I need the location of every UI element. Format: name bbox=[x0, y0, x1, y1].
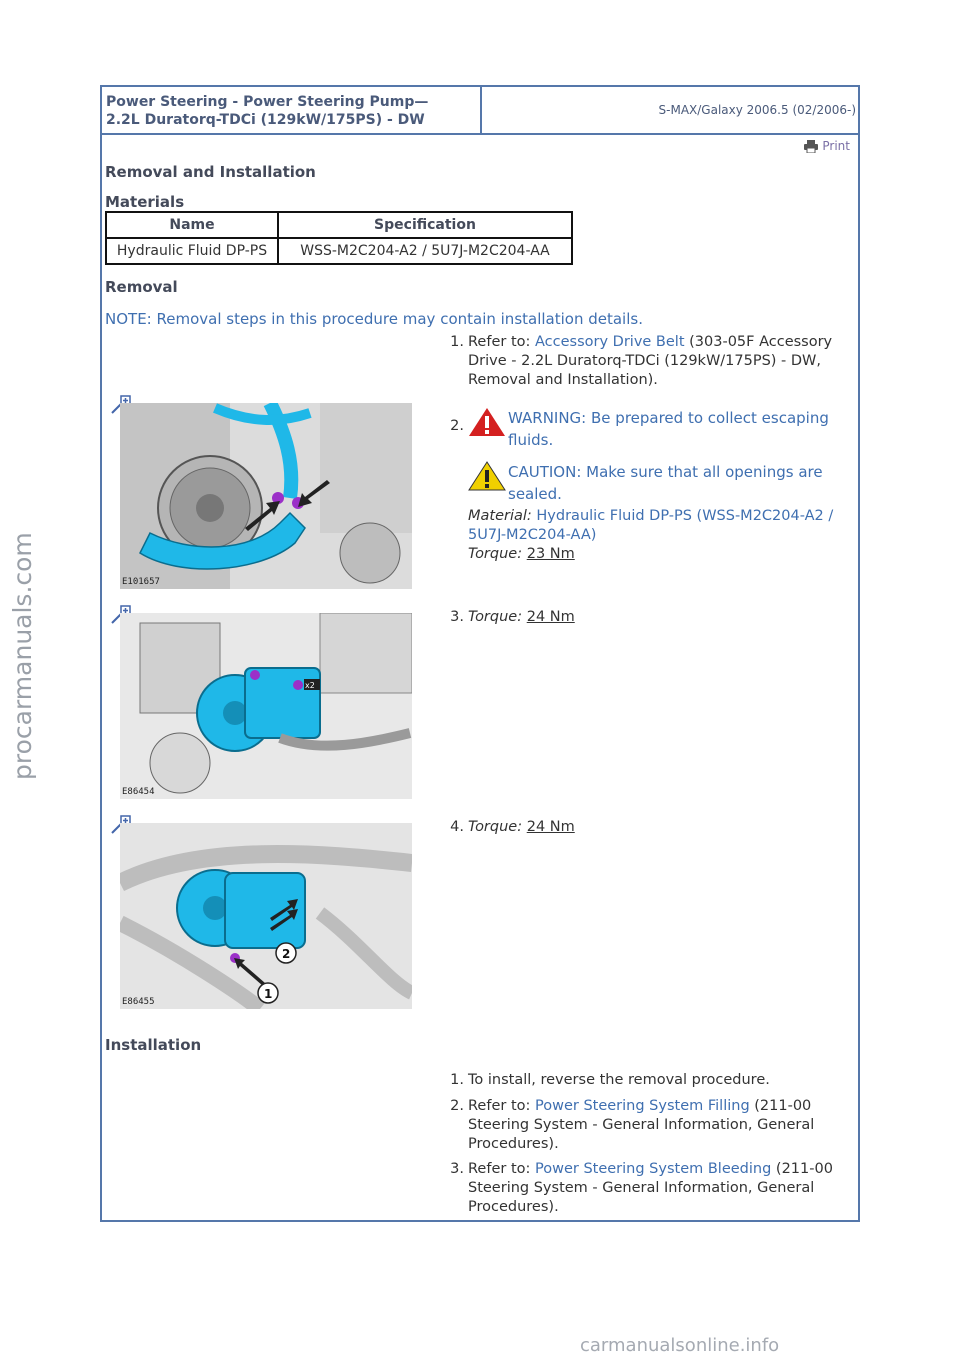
step-text: To install, reverse the removal procedure. bbox=[468, 1072, 770, 1088]
print-button[interactable] bbox=[804, 139, 850, 153]
table-header-row bbox=[106, 212, 572, 238]
removal-note: NOTE: Removal steps in this procedure may contain installation details. bbox=[105, 310, 643, 328]
section-heading-removal-installation: Removal and Installation bbox=[105, 163, 316, 181]
caution-text: CAUTION: Make sure that all openings are sealed. bbox=[508, 463, 823, 503]
power-steering-filling-link[interactable]: Power Steering System Filling bbox=[535, 1098, 750, 1114]
print-label: Print bbox=[822, 139, 850, 153]
material-link[interactable]: Hydraulic Fluid DP-PS (WSS-M2C204-A2 / 5U7J-M2C204-AA) bbox=[468, 508, 834, 543]
warning-text: WARNING: Be prepared to collect escaping fluids. bbox=[508, 409, 829, 449]
step-number: 3. bbox=[450, 609, 464, 625]
manual-page-frame bbox=[100, 85, 860, 1222]
figure-step-2 bbox=[110, 395, 410, 590]
removal-step-4 bbox=[440, 818, 850, 837]
torque-label: Torque: bbox=[468, 819, 523, 835]
figure-id: E86455 bbox=[122, 997, 155, 1007]
pump-illustration bbox=[120, 613, 412, 799]
step-number: 1. bbox=[450, 1072, 464, 1088]
installation-step-2 bbox=[440, 1097, 850, 1154]
warning-icon bbox=[468, 407, 506, 437]
materials-heading: Materials bbox=[105, 193, 185, 211]
callout-2: 2 bbox=[282, 947, 291, 961]
step-prefix: Refer to: bbox=[468, 1161, 535, 1177]
torque-value: 24 Nm bbox=[526, 609, 575, 625]
accessory-drive-belt-link[interactable]: Accessory Drive Belt bbox=[535, 334, 685, 350]
removal-step-3 bbox=[440, 608, 850, 627]
material-spec-cell: WSS-M2C204-A2 / 5U7J-M2C204-AA bbox=[278, 238, 572, 264]
step-suffix: (303-05F Accessory Drive - 2.2L Duratorq-TDCi (129kW/175PS) - DW, Removal and Installation). bbox=[468, 334, 833, 388]
removal-step-1 bbox=[440, 333, 850, 390]
printer-icon bbox=[804, 140, 818, 153]
vehicle-model: S-MAX/Galaxy 2006.5 (02/2006-) bbox=[658, 103, 856, 117]
step-number: 2. bbox=[450, 1098, 464, 1114]
installation-heading: Installation bbox=[105, 1036, 202, 1054]
step-suffix: (211-00 Steering System - General Information, General Procedures). bbox=[468, 1161, 833, 1215]
installation-step-3 bbox=[440, 1160, 850, 1217]
torque-value: 24 Nm bbox=[526, 819, 575, 835]
caution-icon bbox=[468, 461, 506, 491]
column-header-specification: Specification bbox=[278, 212, 572, 238]
step-suffix: (211-00 Steering System - General Information, General Procedures). bbox=[468, 1098, 815, 1152]
header-divider bbox=[480, 87, 482, 133]
figure-step-4 bbox=[110, 815, 410, 1010]
step-prefix: Refer to: bbox=[468, 1098, 535, 1114]
figure-id: E101657 bbox=[122, 577, 160, 587]
table-row bbox=[106, 238, 572, 264]
figure-step-3 bbox=[110, 605, 410, 800]
torque-value: 23 Nm bbox=[526, 546, 575, 562]
page-title bbox=[106, 93, 476, 129]
callout-1: 1 bbox=[264, 987, 273, 1001]
bolt-count-badge: x2 bbox=[305, 681, 315, 690]
engine-illustration bbox=[120, 403, 412, 589]
material-label: Material: bbox=[468, 508, 532, 524]
removal-heading: Removal bbox=[105, 278, 178, 296]
step-number: 4. bbox=[450, 819, 464, 835]
figure-id: E86454 bbox=[122, 787, 155, 797]
bottom-watermark: carmanualsonline.info bbox=[580, 1335, 780, 1356]
step-number: 3. bbox=[450, 1161, 464, 1177]
material-name-cell: Hydraulic Fluid DP-PS bbox=[106, 238, 278, 264]
title-line-2: 2.2L Duratorq-TDCi (129kW/175PS) - DW bbox=[106, 112, 425, 128]
pump-detail-illustration bbox=[120, 823, 412, 1009]
torque-label: Torque: bbox=[468, 609, 523, 625]
page-header bbox=[102, 87, 858, 135]
column-header-name: Name bbox=[106, 212, 278, 238]
title-line-1: Power Steering - Power Steering Pump— bbox=[106, 94, 429, 110]
torque-label: Torque: bbox=[468, 546, 523, 562]
step-number: 1. bbox=[450, 334, 464, 350]
step-prefix: Refer to: bbox=[468, 334, 535, 350]
step-number: 2. bbox=[450, 418, 464, 434]
removal-step-2 bbox=[440, 399, 850, 564]
installation-step-1 bbox=[440, 1071, 850, 1090]
power-steering-bleeding-link[interactable]: Power Steering System Bleeding bbox=[535, 1161, 772, 1177]
materials-table bbox=[105, 211, 573, 265]
